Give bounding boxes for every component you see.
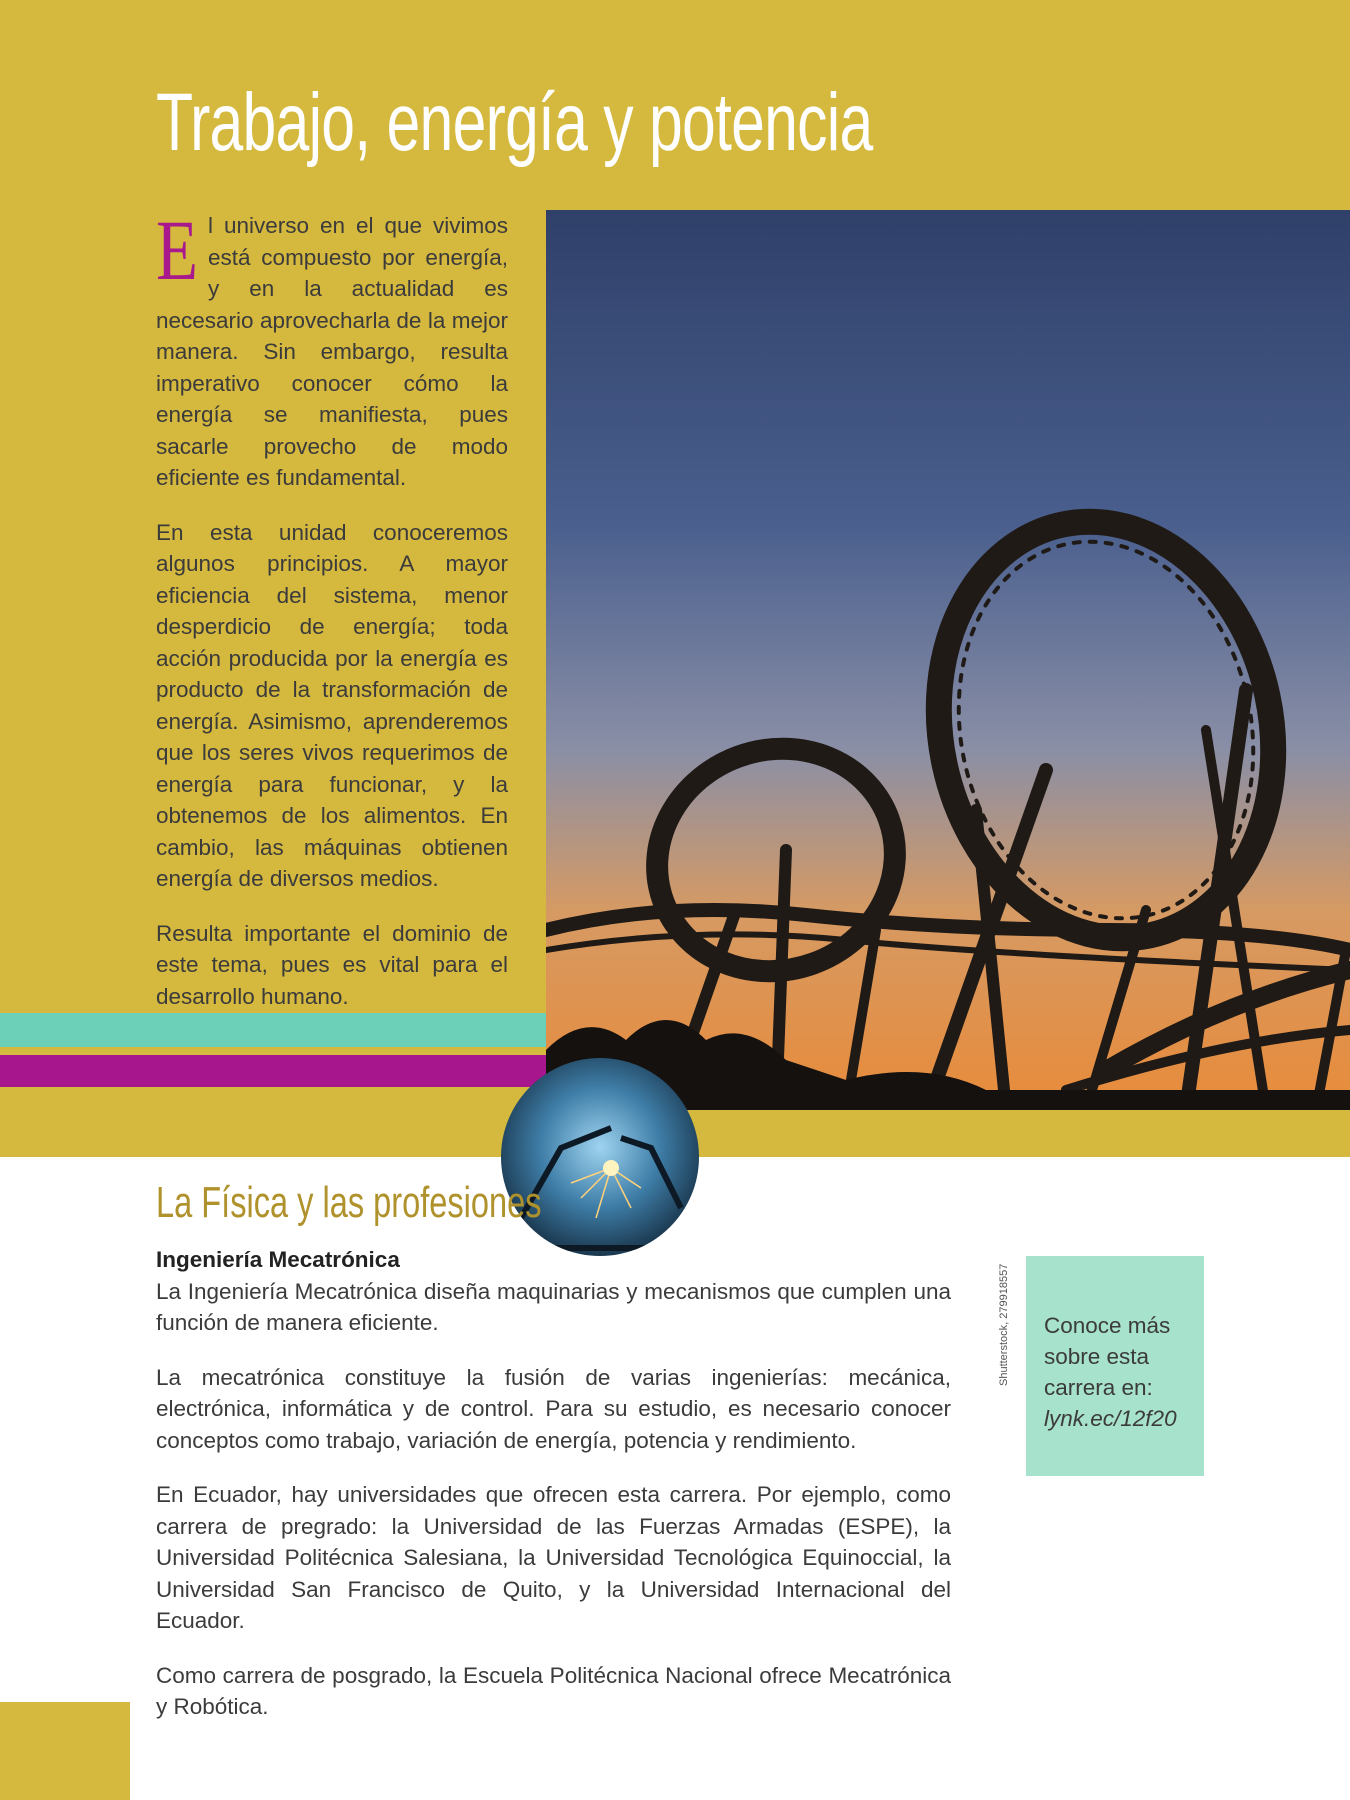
page-number: 84	[78, 1684, 99, 1704]
section-title: La Física y las profesiones	[156, 1178, 542, 1227]
page-title: Trabajo, energía y potencia	[156, 77, 873, 168]
intro-paragraph-3: Resulta importante el dominio de este tema, pues es vital para el desarrollo humano.	[156, 920, 508, 1009]
info-box	[1026, 1256, 1204, 1476]
section-paragraph-2: La mecatrónica constituye la fusión de varias ingenierías: mecánica, electrónica, informática y de control. Para su estudio, es necesario conocer conceptos como trabajo, variación de energía, potencia y rendimiento.	[156, 1364, 951, 1453]
drop-cap: E	[156, 202, 199, 298]
intro-paragraph-1-text: l universo en el que vivimos está compuesto por energía, y en la actualidad es necesario aprovecharla de la mejor manera. Sin embargo, resulta imperativo conocer cómo la energía se manifiesta, pues sacarle provecho de modo eficiente es fundamental.	[156, 213, 508, 490]
section-paragraph-4: Como carrera de posgrado, la Escuela Politécnica Nacional ofrece Mecatrónica y Robótica.	[156, 1662, 951, 1719]
section-body	[156, 1244, 951, 1746]
photo-credit-text: Shutterstock, 279918557	[998, 1263, 1010, 1386]
intro-text	[156, 202, 508, 1035]
photo-credit	[998, 1256, 1028, 1386]
magenta-stripe	[0, 1055, 548, 1087]
section-paragraph-3: En Ecuador, hay universidades que ofrecen esta carrera. Por ejemplo, como carrera de pregrado: la Universidad de las Fuerzas Armadas (ESPE), la Universidad Politécnica Salesiana, la Universidad Tecnológica Equinoccial, la Universidad San Francisco de Quito, y la Universidad Internacional del Ecuador.	[156, 1482, 951, 1633]
page-number-tab	[0, 1702, 130, 1800]
info-box-text: Conoce más sobre esta carrera en:	[1044, 1313, 1171, 1400]
intro-paragraph-2: En esta unidad conoceremos algunos principios. A mayor eficiencia del sistema, menor desperdicio de energía; toda acción producida por la energía es producto de la transformación de energía. Asimismo, aprenderemos que los seres vivos requerimos de energía para funcionar, y la obtenemos de los alimentos. En cambio, las máquinas obtienen energía de diversos medios.	[156, 519, 508, 891]
roller-coaster-image	[546, 210, 1350, 1110]
section-paragraph-1: La Ingeniería Mecatrónica diseña maquinarias y mecanismos que cumplen una función de manera eficiente.	[156, 1278, 951, 1335]
intro-paragraph-1	[156, 202, 508, 494]
roller-coaster-illustration	[546, 210, 1350, 1110]
info-box-link[interactable]: lynk.ec/12f20	[1044, 1406, 1177, 1431]
section-subheading: Ingeniería Mecatrónica	[156, 1247, 400, 1272]
teal-stripe	[0, 1013, 548, 1047]
